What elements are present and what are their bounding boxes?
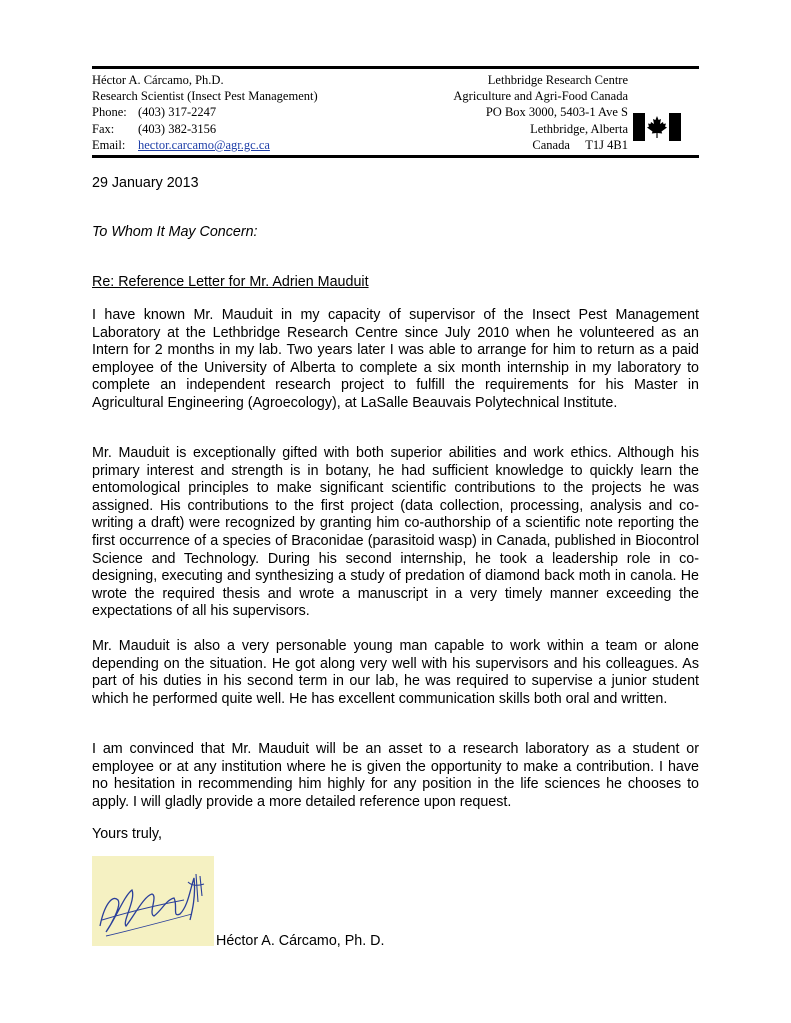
- paragraph-4: I am convinced that Mr. Mauduit will be an asset to a research laboratory as a student or employee or at any institution where he is given the opportunity to make a contribution. I have no hesitation in recommending him highly for any position in the life sciences he chooses to apply. I will gladly provide a more detailed reference upon request.: [92, 741, 699, 810]
- street-address: PO Box 3000, 5403-1 Ave S: [485, 105, 628, 120]
- closing: Yours truly,: [92, 826, 162, 842]
- email-line: [92, 137, 318, 153]
- paragraph-1: I have known Mr. Mauduit in my capacity of supervisor of the Insect Pest Management Laboratory at the Lethbridge Research Centre since July 2010 when he volunteered as an Intern for 2 months in my lab. Two years later I was able to arrange for him to return as a paid employee of the University of Alberta to complete a six month internship in my laboratory to complete an independent research project to fulfill the requirements for his Master in Agricultural Engineering (Agroecology), at LaSalle Beauvais Polytechnical Institute.: [92, 307, 699, 411]
- subject-line: Re: Reference Letter for Mr. Adrien Mauduit: [92, 274, 369, 290]
- phone-number: (403) 317-2247: [138, 105, 217, 120]
- signature-scribble: [92, 856, 214, 946]
- sender-name: Héctor A. Cárcamo, Ph.D.: [92, 73, 224, 87]
- fax-line: [92, 121, 318, 137]
- phone-line: [92, 104, 318, 120]
- department-name: Agriculture and Agri-Food Canada: [453, 89, 628, 104]
- fax-label: Fax:: [92, 121, 115, 136]
- institution-name: Lethbridge Research Centre: [487, 73, 628, 87]
- letter-date: 29 January 2013: [92, 175, 199, 191]
- country-postal: Canada T1J 4B1: [532, 137, 628, 152]
- email-label: Email:: [92, 137, 126, 152]
- paragraph-3: Mr. Mauduit is also a very personable young man capable to work within a team or alone depending on the situation. He got along very well with his supervisors and his colleagues. As part of his duties in his second term in our lab, he was required to supervise a junior student which he performed quite well. He has excellent communication skills both oral and written.: [92, 638, 699, 707]
- header-bottom-rule: [92, 155, 699, 158]
- salutation: To Whom It May Concern:: [92, 224, 258, 240]
- header-top-rule: [92, 66, 699, 69]
- signature-image: [92, 856, 214, 946]
- signatory-name: Héctor A. Cárcamo, Ph. D.: [216, 933, 385, 949]
- sender-title: Research Scientist (Insect Pest Management): [92, 89, 318, 104]
- city-province: Lethbridge, Alberta: [530, 121, 628, 136]
- fax-number: (403) 382-3156: [138, 121, 217, 136]
- canada-flag-icon: [633, 113, 681, 141]
- email-link[interactable]: hector.carcamo@agr.gc.ca: [138, 137, 270, 152]
- phone-label: Phone:: [92, 105, 127, 120]
- sender-contact-block: [92, 72, 318, 153]
- institution-address-block: [400, 72, 628, 153]
- paragraph-2: Mr. Mauduit is exceptionally gifted with both superior abilities and work ethics. Although his primary interest and strength is in botany, he had sufficient knowledge to quickly learn the entomological principles to make significant scientific contributions to the projects he was assigned. His contributions to the first project (data collection, processing, analysis and co-writing a draft) were recognized by granting him co-authorship of a scientific note reporting the first occurrence of a species of Braconidae (parasitoid wasp) in Canada, published in Biocontrol Science and Technology. During his second internship, he took a leadership role in co-designing, executing and synthesizing a study of predation of diamond back moth in canola. He wrote the required thesis and wrote a manuscript in a very timely manner exceeding the expectations of all his supervisors.: [92, 445, 699, 620]
